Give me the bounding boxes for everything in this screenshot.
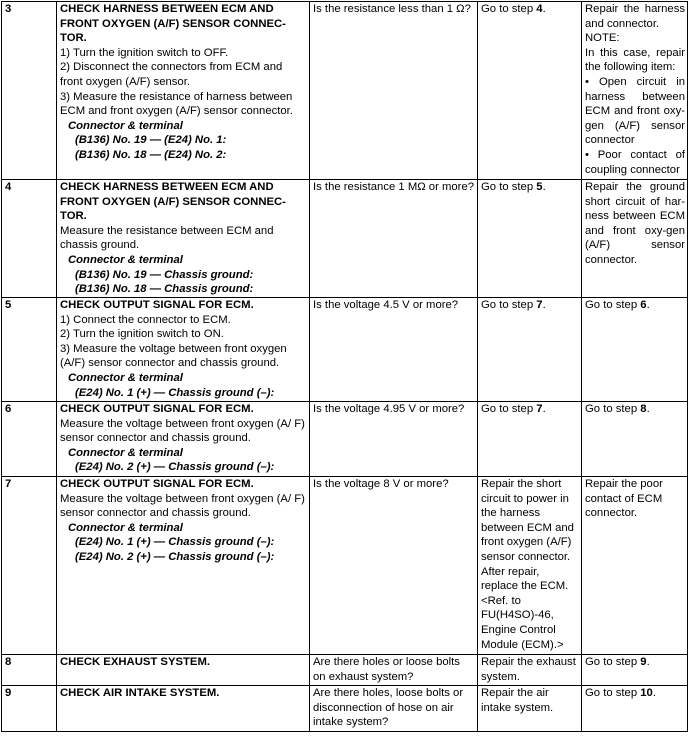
step-reference: 7 [536, 403, 543, 415]
table-row [2, 298, 688, 402]
check-cell [57, 298, 310, 402]
check-cell [57, 655, 310, 686]
check-title: CHECK HARNESS BETWEEN ECM AND FRONT OXYGEN (A/F) SENSOR CONNEC-TOR. [60, 3, 286, 45]
connector-terminal-item: (E24) No. 1 (+) — Chassis ground (–): [75, 536, 275, 549]
connector-terminal-item: (E24) No. 2 (+) — Chassis ground (–): [75, 461, 275, 474]
check-question: Is the resistance 1 MΩ or more? [310, 180, 478, 298]
instruction-line: Measure the resistance between ECM and chassis ground. [60, 224, 274, 252]
connector-terminal-label: Connector & terminal [68, 119, 183, 132]
instruction-line: 1) Connect the connector to ECM. [60, 313, 231, 326]
check-question: Are there holes or loose bolts on exhaust system? [310, 655, 478, 686]
instruction-line: 1) Turn the ignition switch to OFF. [60, 46, 229, 59]
no-action-line: Repair the harness and connector. [585, 3, 685, 30]
no-action [582, 477, 688, 655]
note-label: NOTE: [585, 32, 620, 45]
instruction-line: 3) Measure the resistance of harness between ECM and front oxygen (A/F) sensor connector. [60, 90, 293, 118]
check-question: Is the voltage 8 V or more? [310, 477, 478, 655]
connector-terminal-label: Connector & terminal [68, 521, 183, 534]
check-title: CHECK OUTPUT SIGNAL FOR ECM. [60, 403, 254, 415]
connector-terminal-item: (B136) No. 19 — (E24) No. 1: [75, 134, 227, 147]
step-reference: 7 [536, 299, 543, 311]
check-title: CHECK HARNESS BETWEEN ECM AND FRONT OXYGEN (A/F) SENSOR CONNEC-TOR. [60, 181, 286, 223]
check-cell [57, 686, 310, 732]
check-title: CHECK EXHAUST SYSTEM. [60, 656, 211, 668]
step-reference: 8 [640, 403, 647, 415]
instruction-line: 2) Disconnect the connectors from ECM and front oxygen (A/F) sensor. [60, 61, 283, 88]
no-action: Go to step 8. [582, 402, 688, 477]
yes-action [478, 477, 582, 655]
check-cell [57, 2, 310, 180]
check-cell [57, 180, 310, 298]
connector-terminal-label: Connector & terminal [68, 371, 183, 384]
no-action-line: In this case, repair the following item: [585, 46, 685, 74]
check-title: CHECK AIR INTAKE SYSTEM. [60, 687, 220, 699]
connector-terminal-item: (E24) No. 2 (+) — Chassis ground (–): [75, 550, 275, 563]
check-title: CHECK OUTPUT SIGNAL FOR ECM. [60, 299, 254, 311]
step-reference: 4 [536, 3, 543, 15]
yes-action: Go to step 7. [478, 298, 582, 402]
yes-action-line: Repair the air intake system. [481, 687, 554, 714]
table-row [2, 402, 688, 477]
no-action-line: • Open circuit in harness between ECM and front oxy-gen (A/F) sensor connector [585, 75, 685, 147]
instruction-line: 3) Measure the voltage between front oxygen (A/F) sensor connector and chassis ground. [60, 342, 287, 370]
check-question: Is the voltage 4.95 V or more? [310, 402, 478, 477]
instruction-line: Measure the voltage between front oxygen (A/ F) sensor connector and chassis ground. [60, 492, 305, 520]
step-number: 4 [2, 180, 57, 298]
step-number: 9 [2, 686, 57, 732]
step-number: 3 [2, 2, 57, 180]
step-reference: 9 [640, 656, 647, 668]
yes-action: Go to step 7. [478, 402, 582, 477]
no-action: Go to step 9. [582, 655, 688, 686]
check-cell [57, 477, 310, 655]
connector-terminal-item: (B136) No. 18 — Chassis ground: [75, 283, 254, 296]
connector-terminal-item: (B136) No. 18 — (E24) No. 2: [75, 148, 227, 161]
step-reference: 6 [640, 299, 647, 311]
no-action [582, 2, 688, 180]
connector-terminal-item: (B136) No. 19 — Chassis ground: [75, 268, 254, 281]
step-number: 6 [2, 402, 57, 477]
yes-action: Go to step 5. [478, 180, 582, 298]
no-action [582, 180, 688, 298]
check-title: CHECK OUTPUT SIGNAL FOR ECM. [60, 478, 254, 490]
yes-action: Go to step 4. [478, 2, 582, 180]
step-reference: 5 [536, 181, 543, 193]
connector-terminal-item: (E24) No. 1 (+) — Chassis ground (–): [75, 386, 275, 399]
instruction-line: 2) Turn the ignition switch to ON. [60, 328, 224, 341]
yes-action [478, 655, 582, 686]
instruction-line: Measure the voltage between front oxygen (A/ F) sensor connector and chassis ground. [60, 417, 305, 445]
yes-action-line: Repair the exhaust system. [481, 656, 576, 683]
table-row [2, 686, 688, 732]
check-question: Is the voltage 4.5 V or more? [310, 298, 478, 402]
yes-action-line: Repair the short circuit to power in the harness between ECM and front oxygen (A/F) sensor connector. After repair, replace the ECM. <Ref. to FU(H4SO)-46, Engine Control Module (ECM).> [481, 478, 574, 651]
no-action-line: Repair the ground short circuit of har-ness between ECM and front oxy-gen (A/F) sensor connector. [585, 181, 685, 266]
table-row [2, 2, 688, 180]
step-number: 8 [2, 655, 57, 686]
yes-action [478, 686, 582, 732]
no-action-line: • Poor contact of coupling connector [585, 148, 685, 176]
step-reference: 10 [640, 687, 653, 699]
diagnostic-procedure-table [1, 1, 688, 732]
table-row [2, 477, 688, 655]
check-question: Is the resistance less than 1 Ω? [310, 2, 478, 180]
table-row [2, 180, 688, 298]
check-question: Are there holes, loose bolts or disconnection of hose on air intake system? [310, 686, 478, 732]
check-cell [57, 402, 310, 477]
connector-terminal-label: Connector & terminal [68, 446, 183, 459]
table-row [2, 655, 688, 686]
no-action: Go to step 6. [582, 298, 688, 402]
no-action-line: Repair the poor contact of ECM connector. [585, 478, 663, 520]
no-action: Go to step 10. [582, 686, 688, 732]
step-number: 7 [2, 477, 57, 655]
step-number: 5 [2, 298, 57, 402]
connector-terminal-label: Connector & terminal [68, 253, 183, 266]
